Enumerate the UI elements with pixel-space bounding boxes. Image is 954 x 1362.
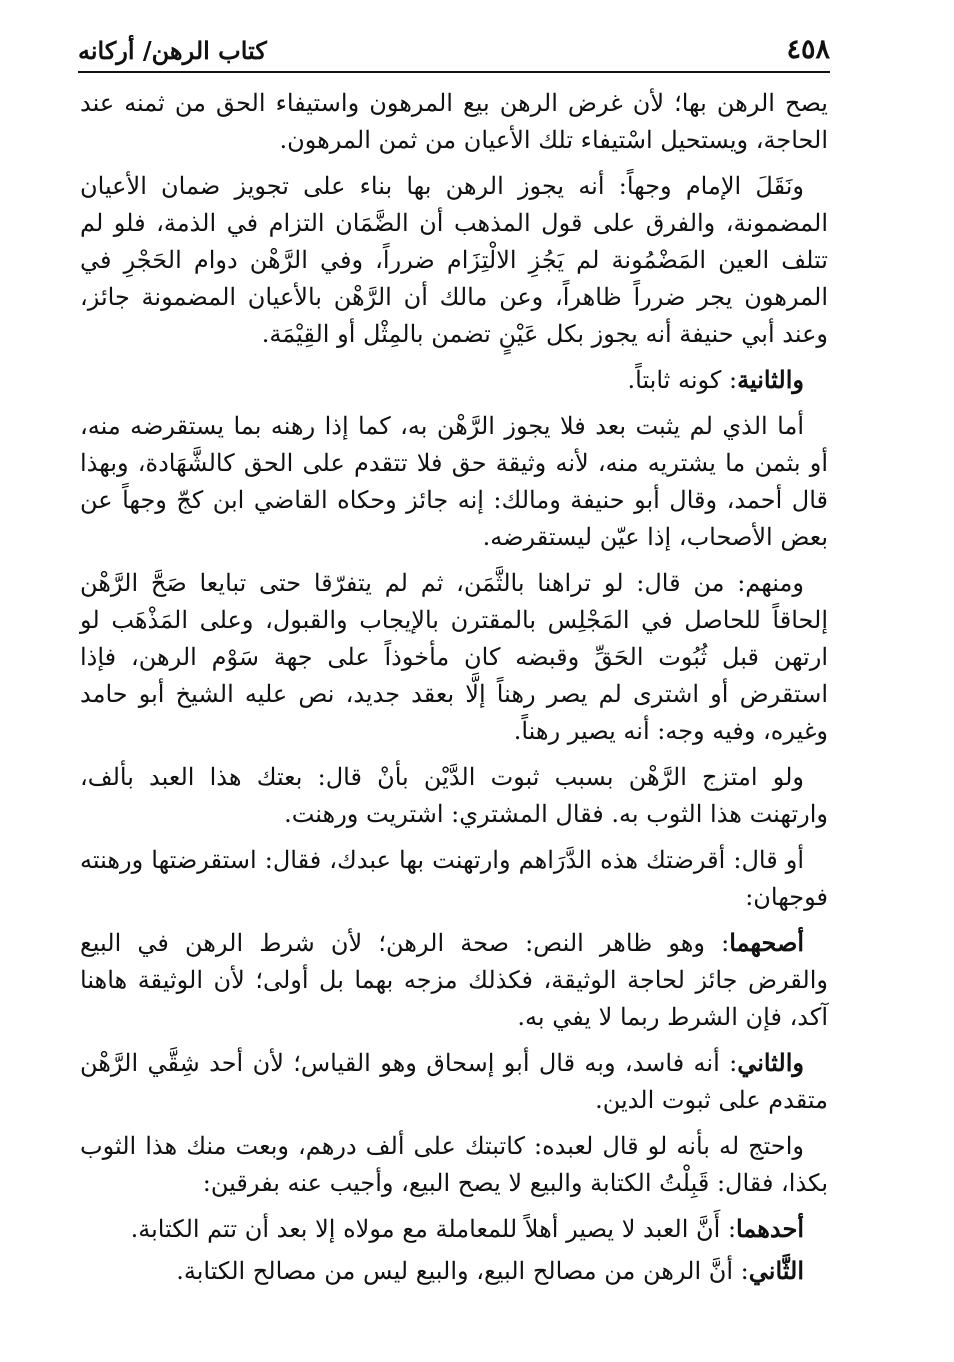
paragraph-text: : أنَّ الرهن من مصالح البيع، والبيع ليس من مصالح الكتابة. — [176, 1257, 749, 1285]
paragraph-text: : أَنَّ العبد لا يصير أهلاً للمعاملة مع مولاه إلا بعد أن تتم الكتابة. — [130, 1215, 737, 1243]
paragraph — [80, 924, 828, 1036]
paragraph-text: واحتج له بأنه لو قال لعبده: كاتبتك على ألف درهم، وبعت منك هذا الثوب بكذا، فقال: قَبِلْتُ الكتابة والبيع لا يصح البيع، وأجيب عنه بفرقين: — [80, 1132, 828, 1197]
paragraph-text: : كونه ثابتاً. — [627, 366, 738, 394]
paragraph — [80, 1127, 828, 1202]
paragraph — [80, 407, 828, 556]
paragraph-text: أو قال: أقرضتك هذه الدَّرَاهم وارتهنت بها عبدك، فقال: استقرضتها ورهنته فوجهان: — [80, 846, 828, 911]
paragraph — [80, 564, 828, 750]
page-body — [80, 84, 828, 1294]
paragraph-lead: أحدهما — [736, 1214, 804, 1243]
paragraph-lead: أصحهما — [729, 928, 804, 957]
running-title: كتاب الرهن/ أركانه — [78, 36, 267, 65]
paragraph-text: ونَقَلَ الإمام وجهاً: أنه يجوز الرهن بها بناء على تجويز ضمان الأعيان المضمونة، والفرق على قول المذهب أن الضَّمَان التزام في الذمة، فلو لم تتلف العين المَضْمُونة لم يَجُزِ الالْتِزَام ضرراً، وفي الرَّهْن دوام الحَجْرِ في المرهون يجر ضرراً ظاهراً، وعن مالك أن الرَّهْن بالأعيان المضمونة جائز، وعند أبي حنيفة أنه يجوز بكل عَيْنٍ تضمن بالمِثْل أو القِيْمَة. — [80, 172, 828, 348]
paragraph-text: ولو امتزج الرَّهْن بسبب ثبوت الدَّيْن بأنْ قال: بعتك هذا العبد بألف، وارتهنت هذا الثوب به. فقال المشتري: اشتريت ورهنت. — [80, 763, 828, 828]
header-divider — [78, 71, 830, 73]
paragraph — [80, 1044, 828, 1119]
paragraph — [80, 167, 828, 353]
paragraph-lead: والثانية — [737, 365, 804, 394]
paragraph-text: أما الذي لم يثبت بعد فلا يجوز الرَّهْن به، كما إذا رهنه بما يستقرضه منه، أو بثمن ما يشتريه منه، لأنه وثيقة حق فلا تتقدم على الحق كالشَّهَادة، وبهذا قال أحمد، وقال أبو حنيفة ومالك: إنه جائز وحكاه القاضي ابن كجّ وجهاً عن بعض الأصحاب، إذا عيّن ليستقرضه. — [80, 412, 828, 551]
paragraph — [80, 1252, 828, 1290]
paragraph — [80, 84, 828, 159]
paragraph-lead: الثَّاني — [748, 1256, 804, 1285]
page-header — [78, 30, 830, 70]
paragraph-text: يصح الرهن بها؛ لأن غرض الرهن بيع المرهون واستيفاء الحق من ثمنه عند الحاجة، ويستحيل اسْتيفاء تلك الأعيان من ثمن المرهون. — [80, 89, 828, 154]
paragraph-text: : وهو ظاهر النص: صحة الرهن؛ لأن شرط الرهن في البيع والقرض جائز لحاجة الوثيقة، فكذلك مزجه بهما بل أولى؛ لأن الوثيقة هاهنا آكد، فإن الشرط ربما لا يفي به. — [80, 929, 828, 1031]
paragraph-lead: والثاني — [737, 1048, 804, 1077]
paragraph-text: : أنه فاسد، وبه قال أبو إسحاق وهو القياس؛ لأن أحد شِقَّي الرَّهْن متقدم على ثبوت الدين. — [80, 1049, 828, 1114]
paragraph-text: ومنهم: من قال: لو تراهنا بالثَّمَن، ثم لم يتفرّقا حتى تبايعا صَحَّ الرَّهْن إلحاقاً للحاصل في المَجْلِس بالمقترن بالإيجاب والقبول، وعلى المَذْهَب لو ارتهن قبل ثُبُوت الحَقِّ وقبضه كان مأخوذاً على جهة سَوْم الرهن، فإذا استقرض أو اشترى لم يصر رهناً إلَّا بعقد جديد، نص عليه الشيخ أبو حامد وغيره، وفيه وجه: أنه يصير رهناً. — [80, 569, 828, 745]
paragraph — [80, 758, 828, 833]
paragraph — [80, 361, 828, 399]
paragraph — [80, 841, 828, 916]
page-number: ٤٥٨ — [786, 34, 830, 65]
paragraph — [80, 1210, 828, 1248]
